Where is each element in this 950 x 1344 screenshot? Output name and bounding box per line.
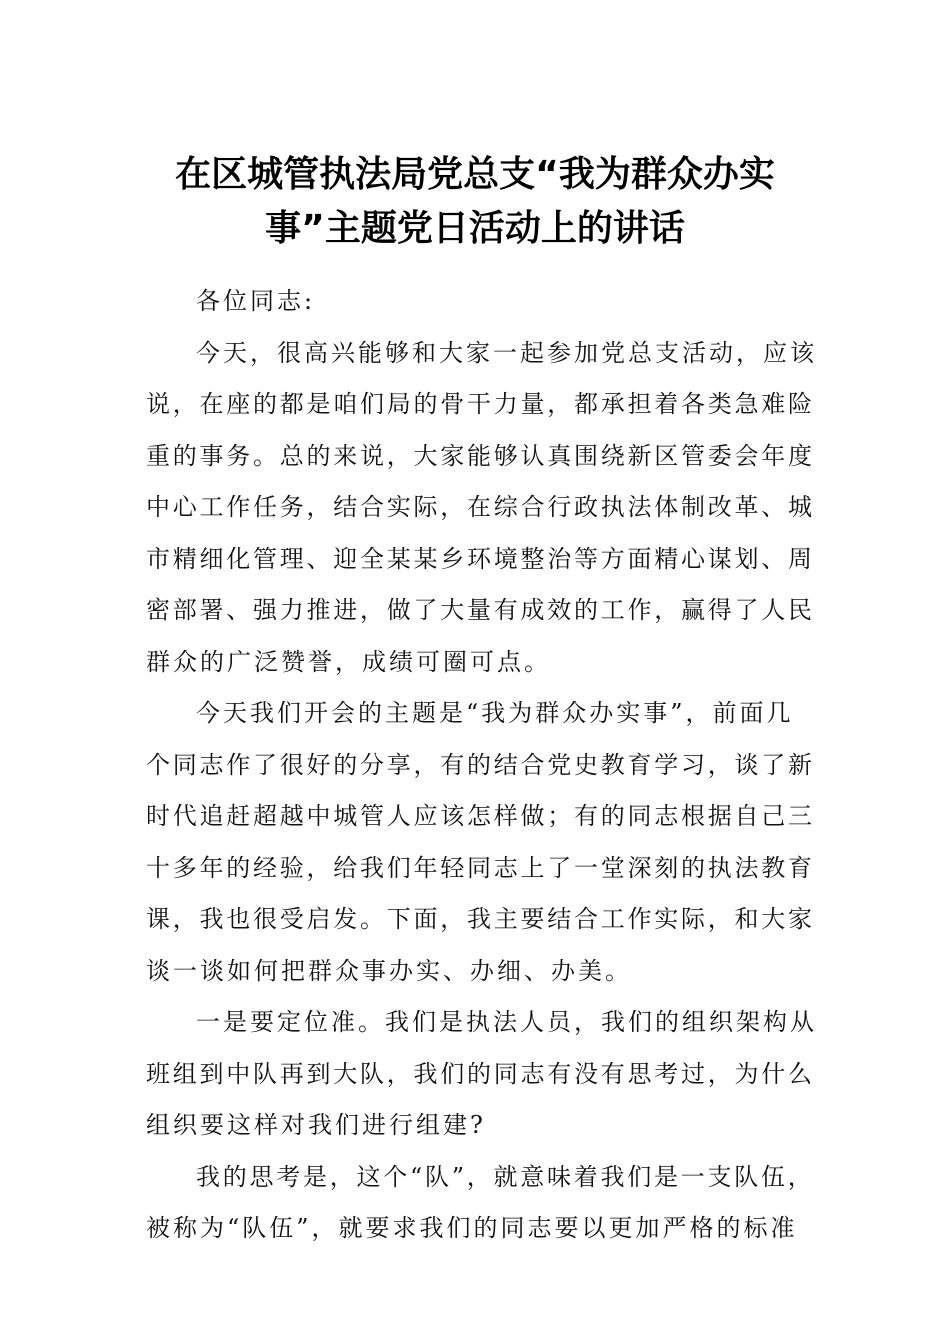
document-title xyxy=(100,148,850,256)
body-line: 谈一谈如何把群众事办实、办细、办美。 xyxy=(146,956,632,985)
title-line-1: 在区城管执法局党总支“我为群众办实 xyxy=(175,154,775,195)
body-line: 群众的广泛赞誉，成绩可圈可点。 xyxy=(146,647,551,676)
body-line: 我的思考是，这个“队”，就意味着我们是一支队伍， xyxy=(196,1162,815,1191)
title-line-2: 事”主题党日活动上的讲话 xyxy=(265,208,685,249)
body-line: 今天我们开会的主题是“我为群众办实事”，前面几 xyxy=(196,699,794,727)
document-body xyxy=(146,276,817,1255)
body-line: 说，在座的都是咱们局的骨干力量，都承担着各类急难险 xyxy=(146,390,815,418)
body-line: 组织要这样对我们进行组建? xyxy=(146,1111,486,1139)
body-line: 各位同志: xyxy=(196,287,316,315)
body-line: 今天，很高兴能够和大家一起参加党总支活动，应该 xyxy=(196,338,817,367)
body-line: 中心工作任务，结合实际，在综合行政执法体制改革、城 xyxy=(146,493,815,521)
body-line: 密部署、强力推进，做了大量有成效的工作，赢得了人民 xyxy=(146,596,815,624)
body-line: 市精细化管理、迎全某某乡环境整治等方面精心谋划、周 xyxy=(146,544,815,573)
body-line: 十多年的经验，给我们年轻同志上了一堂深刻的执法教育 xyxy=(146,853,815,882)
body-line: 时代追赶超越中城管人应该怎样做；有的同志根据自己三 xyxy=(146,802,815,830)
body-line: 班组到中队再到大队，我们的同志有没有思考过，为什么 xyxy=(146,1059,815,1088)
body-line: 被称为“队伍”，就要求我们的同志要以更加严格的标准 xyxy=(146,1214,798,1242)
body-line: 课，我也很受启发。下面，我主要结合工作实际，和大家 xyxy=(146,905,815,933)
body-line: 个同志作了很好的分享，有的结合党史教育学习，谈了新 xyxy=(146,750,815,779)
body-line: 一是要定位准。我们是执法人员，我们的组织架构从 xyxy=(196,1008,817,1036)
body-line: 重的事务。总的来说，大家能够认真围绕新区管委会年度 xyxy=(146,441,815,470)
